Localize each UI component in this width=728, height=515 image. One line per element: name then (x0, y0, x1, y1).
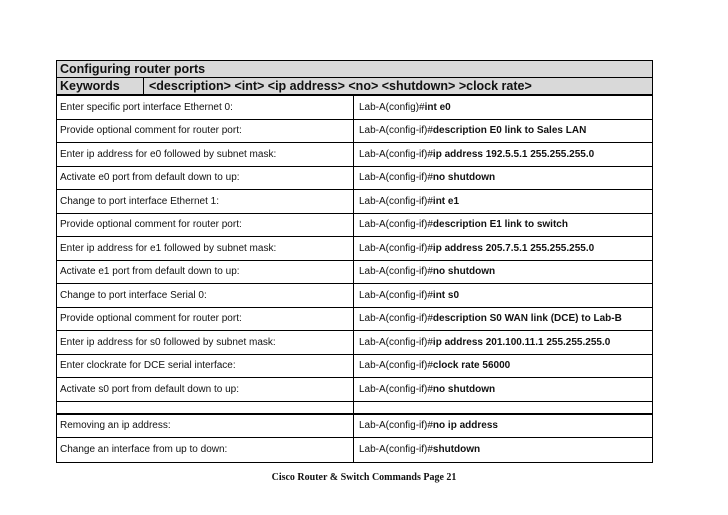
row-description: Activate e1 port from default down to up: (57, 261, 354, 284)
command-text: no shutdown (432, 266, 496, 278)
command-prompt: Lab-A(config-if)# (359, 360, 433, 372)
command-text: ip address 205.7.5.1 255.255.255.0 (432, 242, 595, 254)
row-description: Provide optional comment for router port: (57, 308, 354, 331)
table-row (57, 120, 652, 144)
command-text: description E0 link to Sales LAN (432, 125, 587, 137)
table-row (57, 355, 652, 379)
table-row (57, 237, 652, 261)
command-prompt: Lab-A(config-if)# (359, 125, 433, 137)
command-prompt: Lab-A(config-if)# (359, 148, 433, 160)
row-command (354, 190, 652, 213)
table-row (57, 96, 652, 120)
command-prompt: Lab-A(config-if)# (359, 195, 433, 207)
row-command (354, 214, 652, 237)
row-description: Provide optional comment for router port: (57, 214, 354, 237)
command-prompt: Lab-A(config-if)# (359, 336, 433, 348)
row-description: Change to port interface Serial 0: (57, 284, 354, 307)
row-description: Enter clockrate for DCE serial interface: (57, 355, 354, 378)
row-command (354, 143, 652, 166)
table-row (57, 143, 652, 167)
command-text: int s0 (432, 289, 460, 301)
row-description: Enter specific port interface Ethernet 0: (57, 96, 354, 119)
command-text: int e0 (424, 101, 451, 113)
row-command (354, 237, 652, 260)
row-command (354, 167, 652, 190)
table-row (57, 378, 652, 402)
row-command (354, 120, 652, 143)
row-description: Enter ip address for e0 followed by subnet mask: (57, 143, 354, 166)
command-prompt: Lab-A(config-if)# (359, 219, 433, 231)
row-description: Activate e0 port from default down to up: (57, 167, 354, 190)
table-title: Configuring router ports (57, 61, 652, 78)
table-row (57, 214, 652, 238)
row-command (354, 96, 652, 119)
table-row (57, 284, 652, 308)
command-prompt: Lab-A(config-if)# (359, 289, 433, 301)
row-command (354, 331, 652, 354)
command-table (56, 60, 653, 463)
command-text: description S0 WAN link (DCE) to Lab-B (432, 313, 622, 325)
row-description: Activate s0 port from default down to up: (57, 378, 354, 401)
command-text: ip address 201.100.11.1 255.255.255.0 (432, 336, 611, 348)
command-prompt: Lab-A(config-if)# (359, 420, 433, 432)
command-text: clock rate 56000 (432, 360, 511, 372)
command-text: shutdown (432, 444, 481, 456)
command-prompt: Lab-A(config-if)# (359, 266, 433, 278)
table-row (57, 308, 652, 332)
keywords-label: Keywords (57, 78, 144, 94)
row-description: Provide optional comment for router port: (57, 120, 354, 143)
command-prompt: Lab-A(config-if)# (359, 172, 433, 184)
row-command (354, 284, 652, 307)
row-description: Enter ip address for s0 followed by subnet mask: (57, 331, 354, 354)
row-command (354, 355, 652, 378)
table-row (57, 167, 652, 191)
row-command (354, 308, 652, 331)
command-text: description E1 link to switch (432, 219, 568, 231)
command-text: no shutdown (432, 383, 496, 395)
row-description: Removing an ip address: (57, 415, 354, 438)
command-prompt: Lab-A(config-if)# (359, 242, 433, 254)
row-command (354, 261, 652, 284)
row-command (354, 378, 652, 401)
row-command (354, 438, 652, 462)
row-command (354, 415, 652, 438)
command-text: no shutdown (432, 172, 496, 184)
row-description: Change an interface from up to down: (57, 438, 354, 462)
row-description: Change to port interface Ethernet 1: (57, 190, 354, 213)
table-row (57, 190, 652, 214)
command-prompt: Lab-A(config-if)# (359, 313, 433, 325)
table-row (57, 415, 652, 439)
table-body (57, 96, 652, 462)
table-row (57, 438, 652, 462)
command-text: ip address 192.5.5.1 255.255.255.0 (432, 148, 595, 160)
command-prompt: Lab-A(config-if)# (359, 383, 433, 395)
command-prompt: Lab-A(config-if)# (359, 444, 433, 456)
page-footer: Cisco Router & Switch Commands Page 21 (271, 472, 457, 483)
table-row (57, 331, 652, 355)
section-separator (57, 402, 652, 415)
command-text: int e1 (432, 195, 460, 207)
command-text: no ip address (432, 420, 498, 432)
command-prompt: Lab-A(config)# (359, 101, 425, 113)
keywords-header (57, 78, 652, 96)
row-description: Enter ip address for e1 followed by subnet mask: (57, 237, 354, 260)
table-row (57, 261, 652, 285)
keywords-list: <description> <int> <ip address> <no> <shutdown> >clock rate> (149, 79, 532, 93)
